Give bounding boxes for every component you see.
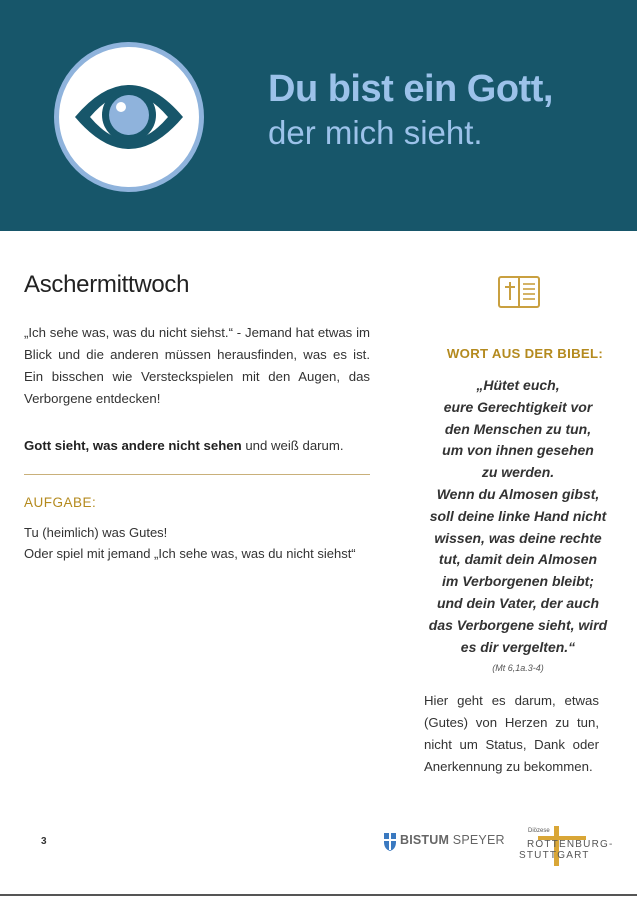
verse-line: tut, damit dein Almosen (438, 551, 598, 568)
task-text (24, 522, 384, 564)
bistum-speyer-shield-icon (383, 832, 397, 852)
logo-rs-line2: STUTTGART (519, 850, 590, 861)
verse-line: und dein Vater, der auch (436, 594, 600, 611)
verse-line: soll deine linke Hand nicht (429, 507, 607, 524)
header-title-line1: Du bist ein Gott, (268, 68, 553, 110)
eye-icon (59, 47, 199, 187)
bottom-border (0, 894, 637, 896)
verse-line: das Verborgene sieht, wird (428, 616, 608, 633)
verse-line: um von ihnen gesehen (442, 442, 594, 459)
logo-rs-line1: ROTTENBURG- (527, 839, 614, 850)
bible-verse (408, 375, 628, 658)
verse-reference: (Mt 6,1a.3-4) (492, 663, 544, 673)
bible-icon (497, 274, 541, 310)
section-title: Aschermittwoch (24, 271, 190, 298)
verse-line: wissen, was deine rechte (434, 529, 602, 546)
task-label: AUFGABE: (24, 495, 97, 510)
gott-statement-rest: und weiß darum. (241, 438, 344, 453)
header-title-line2: der mich sieht. (268, 114, 483, 151)
eye-badge (54, 42, 204, 192)
note-text: Hier geht es darum, etwas (Gutes) von Herzen zu tun, nicht um Status, Dank oder Anerkennung zu bekommen. (424, 693, 599, 774)
verse-line: Wenn du Almosen gibst, (436, 485, 600, 502)
logo-speyer-bold: BISTUM (400, 833, 450, 847)
header-banner (0, 0, 637, 231)
gott-statement (24, 438, 384, 453)
verse-line: den Menschen zu tun, (444, 420, 592, 437)
task-line-2: Oder spiel mit jemand „Ich sehe was, was du nicht siehst“ (24, 546, 356, 561)
logo-speyer-rest: SPEYER (449, 833, 505, 847)
intro-text: „Ich sehe was, was du nicht siehst.“ - Jemand hat etwas im Blick und die anderen müssen herausfinden, was es ist. Ein bisschen wie Versteckspielen mit den Augen, das Verborgene entdecken! (24, 325, 370, 406)
verse-line: „Hütet euch, (476, 377, 560, 393)
page-number: 3 (41, 836, 47, 847)
bistum-speyer-logo (400, 833, 505, 847)
verse-line: im Verborgenen bleibt; (442, 573, 594, 590)
gott-statement-bold: Gott sieht, was andere nicht sehen (24, 438, 242, 453)
bible-label: WORT AUS DER BIBEL: (446, 346, 604, 361)
verse-line: zu werden. (481, 464, 555, 481)
verse-line: eure Gerechtigkeit vor (443, 398, 593, 415)
verse-line: es dir vergelten.“ (460, 638, 576, 655)
logo-rs-small: Diözese (528, 828, 550, 834)
task-line-1: Tu (heimlich) was Gutes! (24, 525, 168, 540)
section-divider (24, 474, 370, 475)
